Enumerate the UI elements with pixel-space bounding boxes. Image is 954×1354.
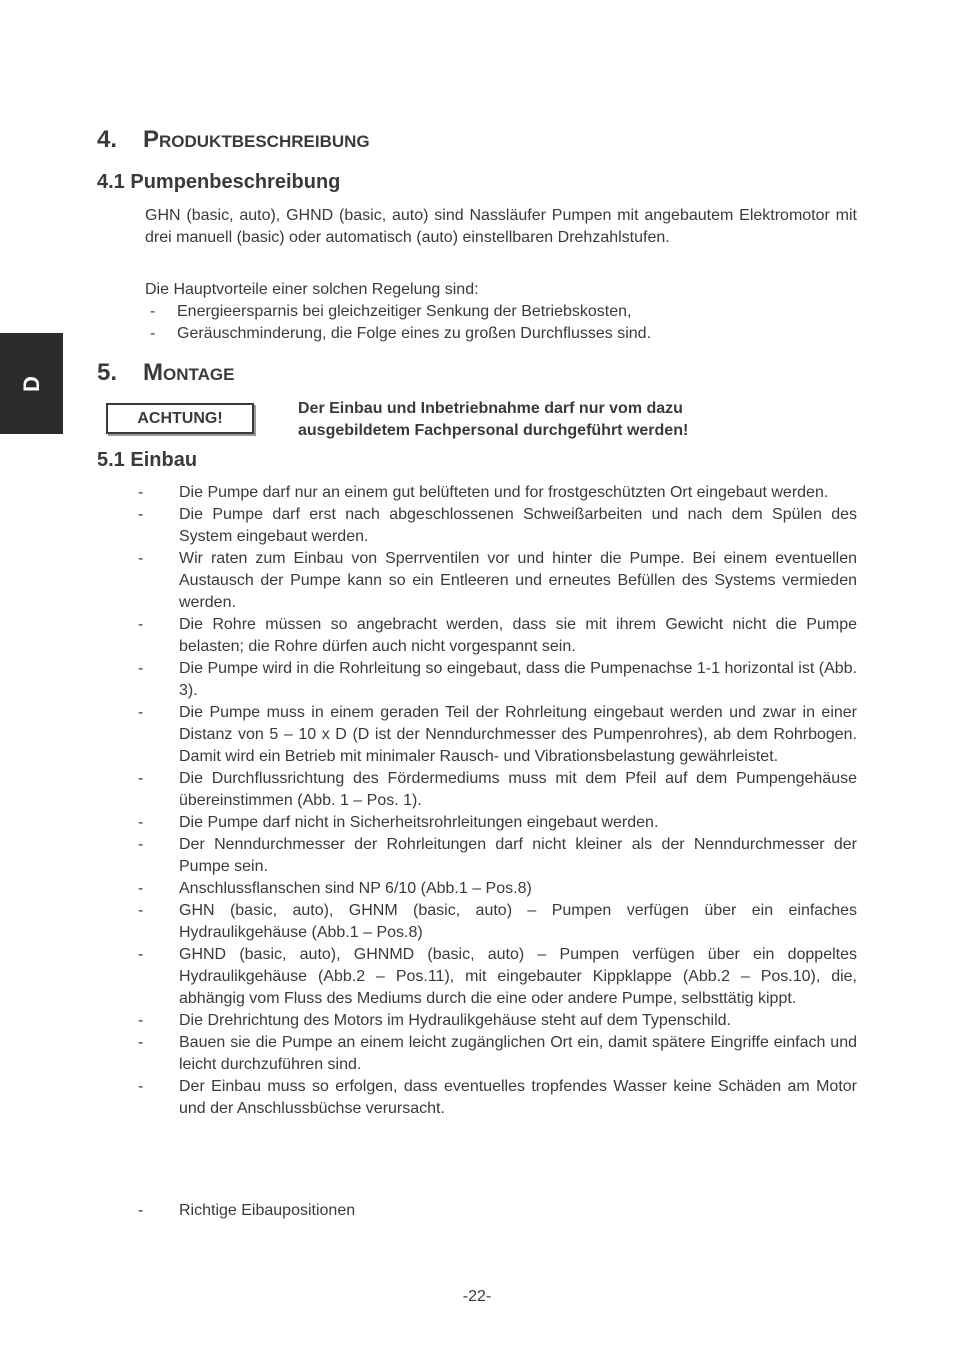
section-5-1-heading: 5.1 Einbau (97, 449, 198, 471)
advantages-intro: Die Hauptvorteile einer solchen Regelung sind: (145, 281, 479, 298)
list-item: - Richtige Eibaupositionen (137, 1200, 857, 1222)
list-item: - GHND (basic, auto), GHNMD (basic, auto) – Pumpen verfügen über ein doppeltes Hydraulikgehäuse (Abb.2 – Pos.11), mit eingebauter Kippklappe (Abb.2 – Pos.10), die, abhängig vom Fluss des Mediums durch die eine oder andere Pumpe, selbsttätig kippt. (137, 944, 857, 1010)
section-4-heading (97, 126, 370, 154)
section-4-number: 4. (97, 126, 118, 153)
language-tab-label: D (18, 375, 44, 392)
pump-description-paragraph: GHN (basic, auto), GHND (basic, auto) sind Nassläufer Pumpen mit angebautem Elektromotor mit drei manuell (basic) oder automatisch (auto) einstellbaren Drehzahlstufen. (145, 207, 857, 246)
installation-positions-list (137, 1200, 857, 1222)
page-number: -22- (462, 1288, 492, 1305)
list-item: - Die Rohre müssen so angebracht werden, dass sie mit ihrem Gewicht nicht die Pumpe belasten; die Rohre dürfen auch nicht vorgespannt sein. (137, 614, 857, 658)
list-item: - Geräuschminderung, die Folge eines zu großen Durchflusses sind. (145, 323, 857, 345)
section-5-heading (97, 359, 234, 387)
list-item: - Der Nenndurchmesser der Rohrleitungen darf nicht kleiner als der Nenndurchmesser der Pumpe sein. (137, 834, 857, 878)
list-item: - Der Einbau muss so erfolgen, dass eventuelles tropfendes Wasser keine Schäden am Motor und der Anschlussbüchse verursacht. (137, 1076, 857, 1120)
list-item: - Energieersparnis bei gleichzeitiger Senkung der Betriebskosten, (145, 301, 857, 323)
list-item: - Wir raten zum Einbau von Sperrventilen vor und hinter die Pumpe. Bei einem eventuellen Austausch der Pumpe kann so ein Entleeren und erneutes Befüllen des Systems vermieden werden. (137, 548, 857, 614)
list-item: - Die Pumpe darf nur an einem gut belüfteten und for frostgeschützten Ort eingebaut werden. (137, 482, 857, 504)
section-5-title: Montage (143, 359, 235, 386)
language-tab (0, 333, 63, 434)
list-item: - Bauen sie die Pumpe an einem leicht zugänglichen Ort ein, damit spätere Eingriffe einfach und leicht durchzuführen sind. (137, 1032, 857, 1076)
list-item: - Anschlussflanschen sind NP 6/10 (Abb.1 – Pos.8) (137, 878, 857, 900)
list-item: - Die Pumpe darf erst nach abgeschlossenen Schweißarbeiten und nach dem Spülen des System eingebaut werden. (137, 504, 857, 548)
list-item: - Die Drehrichtung des Motors im Hydraulikgehäuse steht auf dem Typenschild. (137, 1010, 857, 1032)
achtung-label-box: ACHTUNG! (106, 403, 254, 434)
advantages-list (145, 301, 857, 345)
section-5-number: 5. (97, 359, 118, 386)
warning-text: Der Einbau und Inbetriebnahme darf nur vom dazu ausgebildetem Fachpersonal durchgeführt werden! (298, 400, 689, 439)
installation-list (137, 482, 857, 1120)
list-item: - Die Durchflussrichtung des Fördermediums muss mit dem Pfeil auf dem Pumpengehäuse übereinstimmen (Abb. 1 – Pos. 1). (137, 768, 857, 812)
list-item: - Die Pumpe muss in einem geraden Teil der Rohrleitung eingebaut werden und zwar in einer Distanz von 5 – 10 x D (D ist der Nenndurchmesser des Pumpenrohres), ab dem Rohrbogen. Damit wird ein Betrieb mit minimaler Rausch- und Vibrationsbelastung gewährleistet. (137, 702, 857, 768)
list-item: - GHN (basic, auto), GHNM (basic, auto) – Pumpen verfügen über ein einfaches Hydraulikgehäuse (Abb.1 – Pos.8) (137, 900, 857, 944)
list-item: - Die Pumpe wird in die Rohrleitung so eingebaut, dass die Pumpenachse 1-1 horizontal ist (Abb. 3). (137, 658, 857, 702)
list-item: - Die Pumpe darf nicht in Sicherheitsrohrleitungen eingebaut werden. (137, 812, 857, 834)
section-4-title: Produktbeschreibung (143, 126, 370, 153)
section-4-1-heading: 4.1 Pumpenbeschreibung (97, 171, 341, 193)
